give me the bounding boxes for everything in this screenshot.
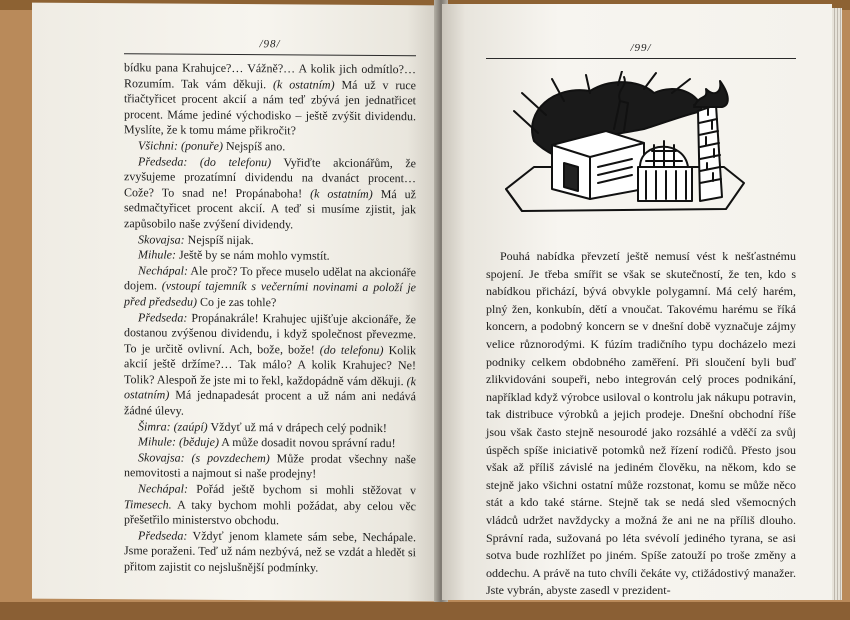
italic-text-run: Šimra: (zaúpí) bbox=[138, 418, 208, 434]
italic-text-run: (k ostatním) bbox=[273, 76, 335, 92]
text-run: Nejspíš nijak. bbox=[184, 232, 254, 247]
text-run: Má už v ruce třiačtyřicet procent akcií a nám teď zbývá jen jednatřicet procent. Máme jediné východisko – ještě zvýšit dividendu. Myslíte, že k tomu máme přikročit? bbox=[124, 77, 417, 138]
text-run: Má jednapadesát procent a už nám ani nedává žádné úlevy. bbox=[124, 388, 416, 418]
text-run: Ale proč? To přece muselo udělat na akcionáře dojem. bbox=[124, 263, 416, 293]
text-run: A může dosadit novou správní radu! bbox=[218, 435, 396, 451]
italic-text-run: Nechápal: bbox=[138, 481, 188, 496]
burning-factory-illustration bbox=[494, 71, 756, 231]
text-run: Nejspíš ano. bbox=[222, 138, 286, 154]
right-page bbox=[442, 4, 832, 600]
text-run: Co je zas tohle? bbox=[196, 294, 277, 310]
italic-text-run: (k ostatním) bbox=[124, 374, 416, 403]
italic-text-run: (k ostatním) bbox=[310, 186, 373, 201]
paragraph bbox=[124, 481, 416, 530]
right-page-text bbox=[486, 248, 796, 600]
italic-text-run: Mihule: bbox=[138, 247, 176, 262]
paragraph bbox=[124, 154, 416, 234]
header-rule-left bbox=[124, 53, 416, 56]
left-page-text bbox=[124, 60, 416, 577]
text-run: Má už sedmačtyřicet procent akcií. A teď si musíme zjistit, jak zapůsobilo naše zvýšení dividendy. bbox=[124, 186, 417, 232]
paragraph bbox=[124, 263, 416, 312]
paragraph bbox=[124, 310, 416, 421]
italic-text-run: Mihule: (běduje) bbox=[138, 434, 219, 450]
text-run: Může prodat všechny naše nemovitosti a najmout si naše prodejny! bbox=[124, 451, 416, 481]
text-run: Kolik akcií ještě držíme?… Tak málo? A kolik Krahujec? Ne! Tolik? Alespoň že jste mi to řekl, každopádně vám děkuji. bbox=[124, 342, 416, 389]
italic-text-run: Všichni: (ponuře) bbox=[138, 138, 223, 153]
left-page bbox=[32, 3, 440, 602]
paragraph bbox=[486, 248, 796, 600]
text-run: Propánakrále! Krahujec ujišťuje akcionáře, že dostanou zvýšenou dividendu, i když společnost převezme. To je určitě ovlivní. Ach, bože, bože! bbox=[124, 310, 416, 357]
italic-text-run: Nechápal: bbox=[138, 263, 188, 278]
page-stack-edges bbox=[832, 8, 842, 600]
header-rule-right bbox=[486, 58, 796, 59]
italic-text-run: Skovajsa: (s povzdechem) bbox=[138, 450, 270, 466]
italic-text-run: (vstoupí tajemník s večerními novinami a položí je před předsedu) bbox=[124, 278, 416, 309]
text-run: Vyřiďte akcionářům, že zvyšujeme prozatímní dividendu na dvanáct procent… Cože? To snad ne! Propánaboha! bbox=[124, 154, 416, 201]
paragraph bbox=[124, 60, 416, 140]
background-bottom-edge bbox=[0, 602, 850, 620]
page-number-left: /98/ bbox=[259, 38, 281, 51]
text-run: Vždyť už má v drápech celý podnik! bbox=[207, 419, 387, 435]
text-run: bídku pana Krahujce?… Vážně?… A kolik jich odmítlo?… Rozumím. Tak vám děkuji. bbox=[124, 60, 416, 91]
book-spread bbox=[32, 0, 832, 610]
italic-text-run: (do telefonu) bbox=[319, 342, 384, 357]
italic-text-run: Skovajsa: bbox=[138, 231, 185, 247]
paragraph bbox=[124, 528, 416, 577]
italic-text-run: Předseda: bbox=[138, 309, 188, 325]
text-run: Ještě by se nám mohlo vymstít. bbox=[176, 247, 330, 263]
text-run: Vždyť jenom klamete sám sebe, Nechápale. Jsme poraženi. Teď už nám nezbývá, než se vzdát a hledět si přitom zajistit co nejslušnější podmínky. bbox=[124, 528, 416, 575]
text-run: Pořád ještě bychom si mohli stěžovat v bbox=[188, 481, 416, 498]
page-number-right: /99/ bbox=[630, 42, 652, 54]
italic-text-run: Timesech. bbox=[124, 496, 172, 512]
paragraph bbox=[124, 450, 416, 483]
text-run: A taky bychom mohli požádat, aby celou věc přešetřilo ministerstvo obchodu. bbox=[124, 497, 416, 528]
text-run: Pouhá nabídka převzetí ještě nemusí vést k nešťastnému spojení. Je třeba smířit se však se skutečností, že ten, kdo s nabídkou přichází, bývá obvykle polygamní. Má celý harém, plný žen, konkubín, dětí a vnoučat. Takovému harému se říká koncern, a podobný koncern se v dnešní době vyznačuje zájmy velice různorodými. K fúzím tradičního typu docházelo mezi podniky celkem obdobného zaměření. Při sloučení byli buď zlikvidováni soupeři, nebo integrován celý proces podnikání, například když výrobce usiloval o kontrolu jak nákupu potravin, tak distribuce výrobků a jejich prodeje. Dnešní obchodní říše jsou však často stejně nesourodé jako rozsáhlé a vděčí za svůj úspěch spíše iniciativě potomků než řízení rodičů. Přesto jsou však až příliš závislé na jediném člověku, na někom, kdo se stejně jako všichni ostatní může rozstonat, komu se může něco stát a kdo také stárne. Stejně tak se nedá sled všemocných vládců udržet navždycky a možná že ani ne na příliš dlouho. Správní rada, sužovaná po léta svévolí jediného tyrana, se asi sotva bude rozhlížet po jiném. Spíše zatouží po troše změny a oddechu. A právě na tuto chvíli čekáte vy, ctižádostivý manažer. Jste vybrán, abyste zasedl v prezident- bbox=[486, 249, 796, 598]
italic-text-run: Předseda: (do telefonu) bbox=[138, 153, 272, 169]
italic-text-run: Předseda: bbox=[138, 528, 188, 543]
